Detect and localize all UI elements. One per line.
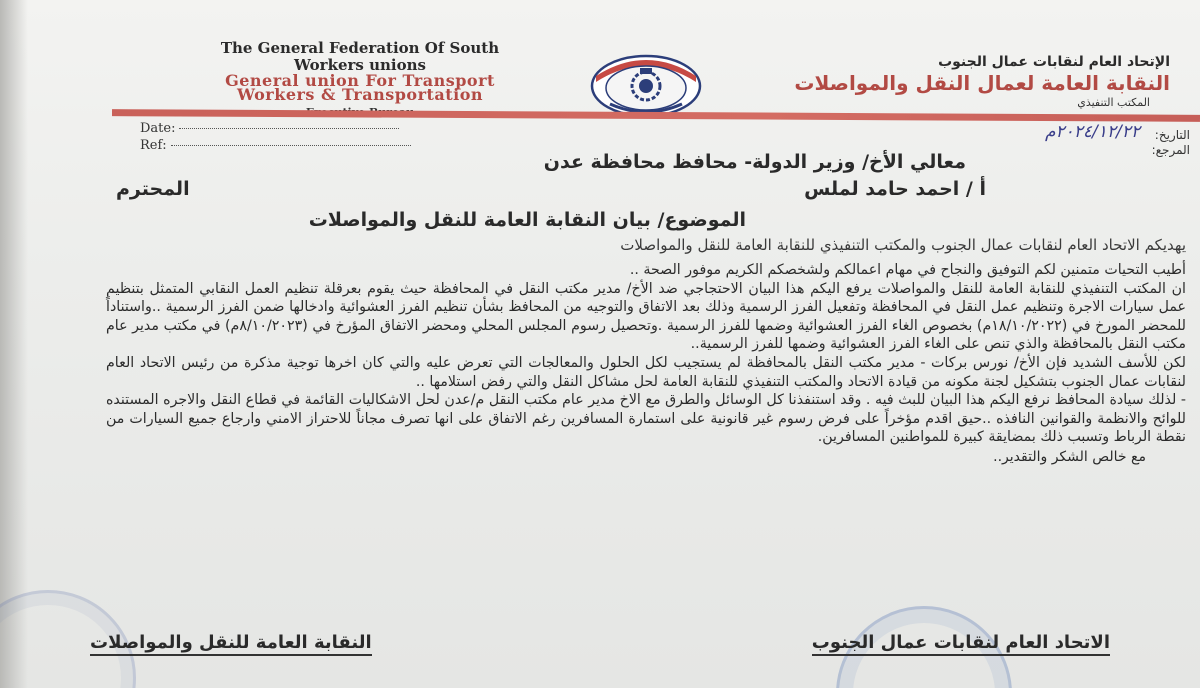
- signature-union: النقابة العامة للنقل والمواصلات: [90, 632, 372, 656]
- greeting-line: يهديكم الاتحاد العام لنقابات عمال الجنوب والمكتب التنفيذي للنقابة العامة للنقل والمواصلات: [620, 236, 1186, 254]
- paragraph-4: - لذلك سيادة المحافظ نرفع اليكم هذا البيان للبث فيه . وقد استنفذنا كل الوسائل والطرق مع الاخ مدير عام مكتب النقل م/عدن لحل الاشكاليات القائمة في قطاع النقل والاجره المستنده للوائح والانظمة والقوانين النافذه ..حيق اقدم مؤخراً على فرض رسوم غير قانونية على استمارة المسافرين رغم الاتفاق على انها تصرف مجاناً للاحتراز الامني وارجاع جميع السيارات من نقطة الرباط وتسبب ذلك بمضايقة كبيرة للمواطنين المسافرين.: [106, 392, 1186, 446]
- letterhead-en-line4: Workers & Transportation: [236, 85, 484, 104]
- letterhead-ar-line1: الإتحاد العام لنقابات عمال الجنوب: [938, 54, 1170, 70]
- ref-line: [171, 145, 411, 146]
- letterhead-ar-line2: النقابة العامة لعمال النقل والمواصلات: [794, 71, 1170, 95]
- signature-row: [90, 632, 1110, 662]
- english-letterhead: [150, 40, 570, 119]
- meta-english: [140, 120, 411, 154]
- paragraph-1: أطيب التحيات متمنين لكم التوفيق والنجاح في مهام اعمالكم ولشخصكم الكريم موفور الصحة ..: [629, 262, 1186, 278]
- paragraph-3: لكن للأسف الشديد فإن الأخ/ نورس بركات - مدير مكتب النقل بالمحافظة لم يستجيب لكل الحلول والمعالجات التي تعرض عليه والتي كان اخرها توجية مذكرة من رئيس الاتحاد العام لنقابات عمال الجنوب بتشكيل لجنة مكونه من قيادة الاتحاد والمكتب التنفيذي للنقابة العامة لحل مشاكل النقل والتي رفض استلامها ..: [106, 354, 1186, 390]
- ar-date-label: التاريخ:: [1154, 128, 1190, 142]
- ref-label: Ref:: [140, 138, 167, 153]
- recipient-name: أ / احمد حامد لملس: [804, 178, 986, 200]
- recipient-honorific: المحترم: [116, 178, 190, 200]
- letterhead-en-line3: General union For Transport: [225, 71, 495, 90]
- recipient-line: [106, 175, 1186, 203]
- arabic-letterhead: [790, 54, 1170, 109]
- union-logo-icon: [590, 54, 702, 118]
- date-line: [179, 128, 399, 129]
- ar-ref-label: المرجع:: [1151, 143, 1190, 157]
- letter-body: [106, 150, 1186, 467]
- handwritten-date: ٢٠٢٤/١٢/٢٢م: [1044, 122, 1140, 142]
- paragraph-2: ان المكتب التنفيذي للنقابة العامة للنقل والمواصلات يرفع اليكم هذا البيان الاحتجاجي ضد الأخ/ مدير مكتب النقل في المحافظة حيث يقوم بعرقلة تنظيم العمل النقابي المتمثل بتنظيم عمل سيارات الاجرة وتنظيم عمل النقل في المحافظة وتفعيل الفرز الرسمية وذلك بعد الاتفاق والتوجيه من المحافظ بشأن تنظيم الفرز العشوائية وادخالها ضمن الفرز الرسمية ..واستناداً للمحضر المورخ في (١٨/١٠/٢٠٢٢م) بخصوص الغاء الفرز العشوائية وضمها للفرز الرسمية .وتحصيل رسوم المجلس المحلي ومحضر الاتفاق المؤرخ في (٨/١٠/٢٠٢٣م) في مكتب مدير عام مكتب النقل بالمحافظة والذي تنص على الغاء الفرز العشوائية وضمها للفرز الرسمية..: [106, 280, 1186, 353]
- date-row: [140, 120, 411, 137]
- letterhead-ar-line3: المكتب التنفيذي: [1077, 96, 1150, 109]
- closing-line: مع خالص الشكر والتقدير..: [993, 448, 1146, 465]
- letter-subject: الموضوع/ بيان النقابة العامة للنقل والمواصلات: [308, 209, 746, 231]
- recipient-title: معالي الأخ/ وزير الدولة- محافظ محافظة عدن: [543, 151, 966, 173]
- date-label: Date:: [140, 121, 176, 136]
- letterhead-en-line2: Workers unions: [294, 56, 426, 74]
- signature-federation: الاتحاد العام لنقابات عمال الجنوب: [812, 632, 1110, 656]
- letterhead-en-line1: The General Federation Of South: [220, 39, 500, 57]
- page-shadow: [0, 0, 28, 688]
